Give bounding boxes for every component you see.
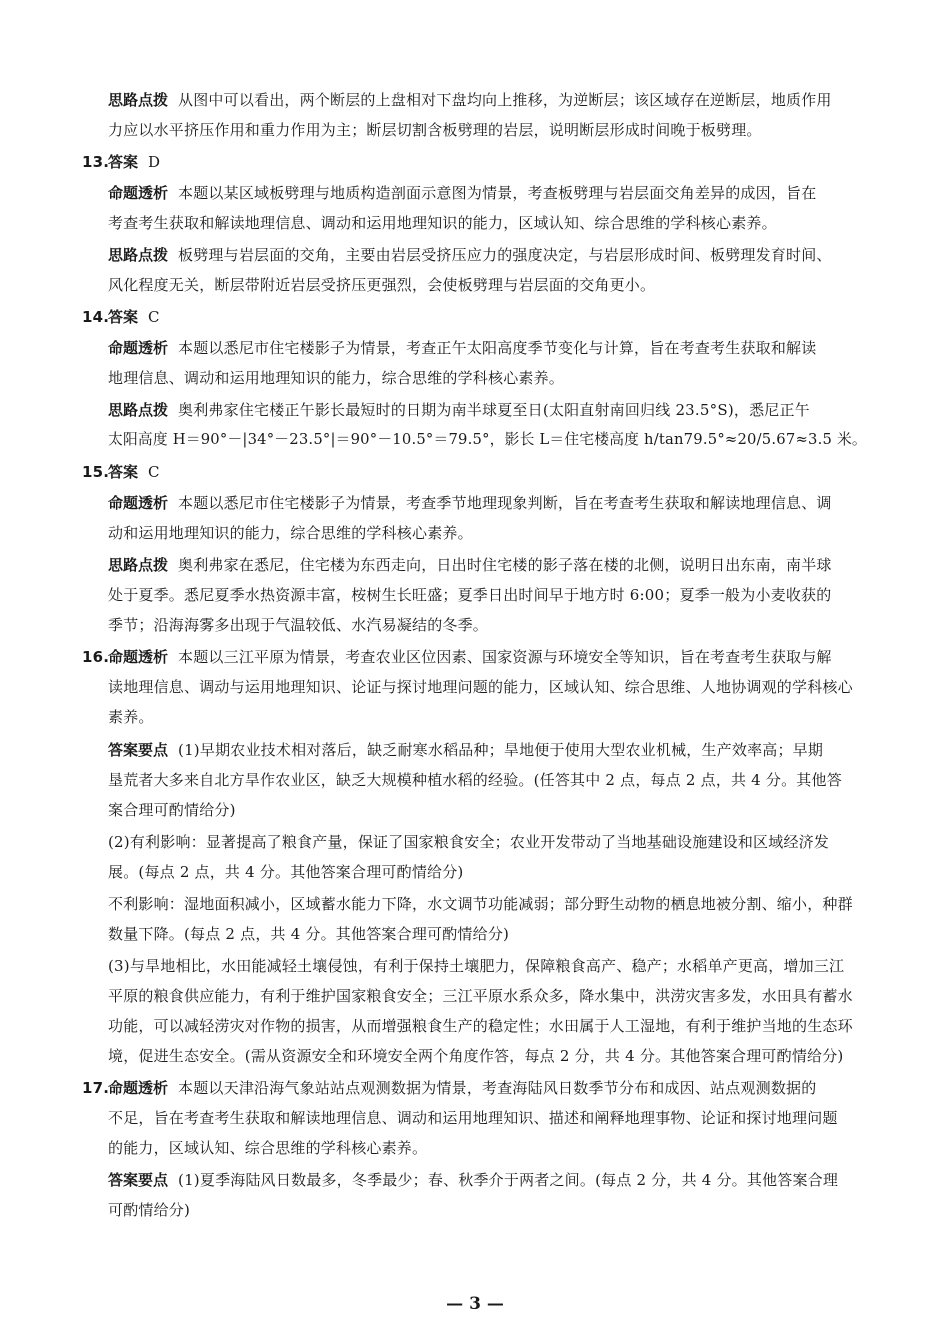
- q17-key-line-2: [108, 1200, 868, 1220]
- answer-label: 答案: [108, 153, 139, 171]
- q16-p3-line-1: [108, 956, 868, 976]
- text: 从图中可以看出，两个断层的上盘相对下盘均向上推移，为逆断层；该区域存在逆断层，地质作用: [178, 91, 832, 109]
- text: 的能力，区域认知、综合思维的学科核心素养。: [108, 1139, 428, 1157]
- q14-tip-line-1: [108, 400, 868, 420]
- text: (2)有利影响：显著提高了粮食产量，保证了国家粮食安全；农业开发带动了当地基础设施建设和区域经济发: [108, 833, 830, 851]
- text: 板劈理与岩层面的交角，主要由岩层受挤压应力的强度决定，与岩层形成时间、板劈理发育时间、: [178, 246, 832, 264]
- q15-intent-line-1: [108, 493, 868, 513]
- text: 境，促进生态安全。(需从资源安全和环境安全两个角度作答，每点 2 分，共 4 分。其他答案合理可酌情给分): [108, 1047, 844, 1065]
- question-number: 13.: [82, 153, 110, 171]
- text: (1)早期农业技术相对落后，缺乏耐寒水稻品种；旱地便于使用大型农业机械，生产效率高；早期: [178, 741, 824, 759]
- text: 考查考生获取和解读地理信息、调动和运用地理知识的能力，区域认知、综合思维的学科核心素养。: [108, 214, 777, 232]
- q16-key-line-1: [108, 740, 868, 760]
- question-number: 14.: [82, 308, 110, 326]
- q15-answer: [82, 462, 868, 482]
- text: 功能，可以减轻涝灾对作物的损害，从而增强粮食生产的稳定性；水田属于人工湿地，有利于维护当地的生态环: [108, 1017, 853, 1035]
- q13-answer: [82, 152, 868, 172]
- q16-intent-line-3: [108, 707, 868, 727]
- text: 动和运用地理知识的能力，综合思维的学科核心素养。: [108, 524, 473, 542]
- text: 太阳高度 H＝90°－|34°－23.5°|＝90°－10.5°＝79.5°，影长 L＝住宅楼高度 h/tan79.5°≈20/5.67≈3.5 米。: [108, 431, 867, 448]
- q13-intent-line-2: [108, 213, 868, 233]
- q17-intent-line-3: [108, 1138, 868, 1158]
- intent-label: 命题透析: [108, 648, 169, 666]
- question-number: 17.: [82, 1079, 110, 1097]
- tip-label: 思路点拨: [108, 246, 169, 264]
- question-number: 15.: [82, 463, 110, 481]
- text: 本题以某区域板劈理与地质构造剖面示意图为情景，考查板劈理与岩层面交角差异的成因，旨在: [178, 184, 817, 202]
- text: 奥利弗家在悉尼，住宅楼为东西走向，日出时住宅楼的影子落在楼的北侧，说明日出东南，南半球: [178, 556, 832, 574]
- q14-intent-line-2: [108, 368, 868, 388]
- text: 展。(每点 2 点，共 4 分。其他答案合理可酌情给分): [108, 863, 464, 881]
- q13-intent-line-1: [108, 183, 868, 203]
- q16-p3-line-4: [108, 1046, 868, 1066]
- tip-label: 思路点拨: [108, 401, 169, 419]
- text: 数量下降。(每点 2 点，共 4 分。其他答案合理可酌情给分): [108, 925, 510, 943]
- q17-intent-line-2: [108, 1108, 868, 1128]
- key-label: 答案要点: [108, 1171, 169, 1189]
- q12-tip-line-2: [108, 120, 868, 140]
- key-label: 答案要点: [108, 741, 169, 759]
- q16-p3-line-3: [108, 1016, 868, 1036]
- tip-label: 思路点拨: [108, 556, 169, 574]
- text: 平原的粮食供应能力，有利于维护国家粮食安全；三江平原水系众多，降水集中，洪涝灾害多发，水田具有蓄水: [108, 987, 853, 1005]
- q16-key-line-3: [108, 800, 868, 820]
- text: 力应以水平挤压作用和重力作用为主；断层切割含板劈理的岩层，说明断层形成时间晚于板劈理。: [108, 121, 762, 139]
- answer-value: D: [148, 153, 161, 171]
- question-number: 16.: [82, 648, 110, 666]
- text: 素养。: [108, 708, 154, 726]
- q14-intent-line-1: [108, 338, 868, 358]
- tip-label: 思路点拨: [108, 91, 169, 109]
- q16-intent-line-2: [108, 677, 868, 697]
- intent-label: 命题透析: [108, 494, 169, 512]
- text: 风化程度无关，断层带附近岩层受挤压更强烈，会使板劈理与岩层面的交角更小。: [108, 276, 656, 294]
- q14-tip-line-2: [108, 430, 868, 450]
- text: 垦荒者大多来自北方旱作农业区，缺乏大规模种植水稻的经验。(任答其中 2 点，每点 2 点，共 4 分。其他答: [108, 771, 842, 789]
- q14-answer: [82, 307, 868, 327]
- text: 本题以天津沿海气象站站点观测数据为情景，考查海陆风日数季节分布和成因、站点观测数据的: [178, 1079, 817, 1097]
- text: 读地理信息、调动与运用地理知识、论证与探讨地理问题的能力，区域认知、综合思维、人地协调观的学科核心: [108, 678, 853, 696]
- intent-label: 命题透析: [108, 184, 169, 202]
- q15-intent-line-2: [108, 523, 868, 543]
- q16-p2-line-4: [108, 924, 868, 944]
- page-number: — 3 —: [446, 1294, 504, 1314]
- q16-key-line-2: [108, 770, 868, 790]
- text: (1)夏季海陆风日数最多，冬季最少；春、秋季介于两者之间。(每点 2 分，共 4 分。其他答案合理: [178, 1171, 839, 1189]
- answer-label: 答案: [108, 463, 139, 481]
- answer-value: C: [148, 463, 160, 481]
- text: 可酌情给分): [108, 1201, 191, 1219]
- q17-intent-line-1: [82, 1078, 868, 1098]
- text: (3)与旱地相比，水田能减轻土壤侵蚀，有利于保持土壤肥力，保障粮食高产、稳产；水稻单产更高，增加三江: [108, 957, 845, 975]
- answer-value: C: [148, 308, 160, 326]
- q17-key-line-1: [108, 1170, 868, 1190]
- text: 季节；沿海海雾多出现于气温较低、水汽易凝结的冬季。: [108, 616, 489, 634]
- q13-tip-line-1: [108, 245, 868, 265]
- q15-tip-line-3: [108, 615, 868, 635]
- q16-p2-line-3: [108, 894, 868, 914]
- text: 不利影响：湿地面积减小，区域蓄水能力下降，水文调节功能减弱；部分野生动物的栖息地被分割、缩小，种群: [108, 895, 853, 913]
- q12-tip-line-1: [108, 90, 868, 110]
- q16-p3-line-2: [108, 986, 868, 1006]
- text: 本题以悉尼市住宅楼影子为情景，考查正午太阳高度季节变化与计算，旨在考查考生获取和解读: [178, 339, 817, 357]
- text: 案合理可酌情给分): [108, 801, 236, 819]
- text: 不足，旨在考查考生获取和解读地理信息、调动和运用地理知识、描述和阐释地理事物、论证和探讨地理问题: [108, 1109, 838, 1127]
- q16-p2-line-1: [108, 832, 868, 852]
- intent-label: 命题透析: [108, 1079, 169, 1097]
- q15-tip-line-2: [108, 585, 868, 605]
- text: 奥利弗家住宅楼正午影长最短时的日期为南半球夏至日(太阳直射南回归线 23.5°S)，悉尼正午: [178, 401, 810, 419]
- answer-label: 答案: [108, 308, 139, 326]
- text: 地理信息、调动和运用地理知识的能力，综合思维的学科核心素养。: [108, 369, 565, 387]
- text: 本题以悉尼市住宅楼影子为情景，考查季节地理现象判断，旨在考查考生获取和解读地理信息、调: [178, 494, 832, 512]
- text: 本题以三江平原为情景，考查农业区位因素、国家资源与环境安全等知识，旨在考查考生获取与解: [178, 648, 832, 666]
- text: 处于夏季。悉尼夏季水热资源丰富，桉树生长旺盛；夏季日出时间早于地方时 6:00；夏季一般为小麦收获的: [108, 586, 832, 604]
- intent-label: 命题透析: [108, 339, 169, 357]
- q16-intent-line-1: [82, 647, 868, 667]
- q16-p2-line-2: [108, 862, 868, 882]
- q15-tip-line-1: [108, 555, 868, 575]
- q13-tip-line-2: [108, 275, 868, 295]
